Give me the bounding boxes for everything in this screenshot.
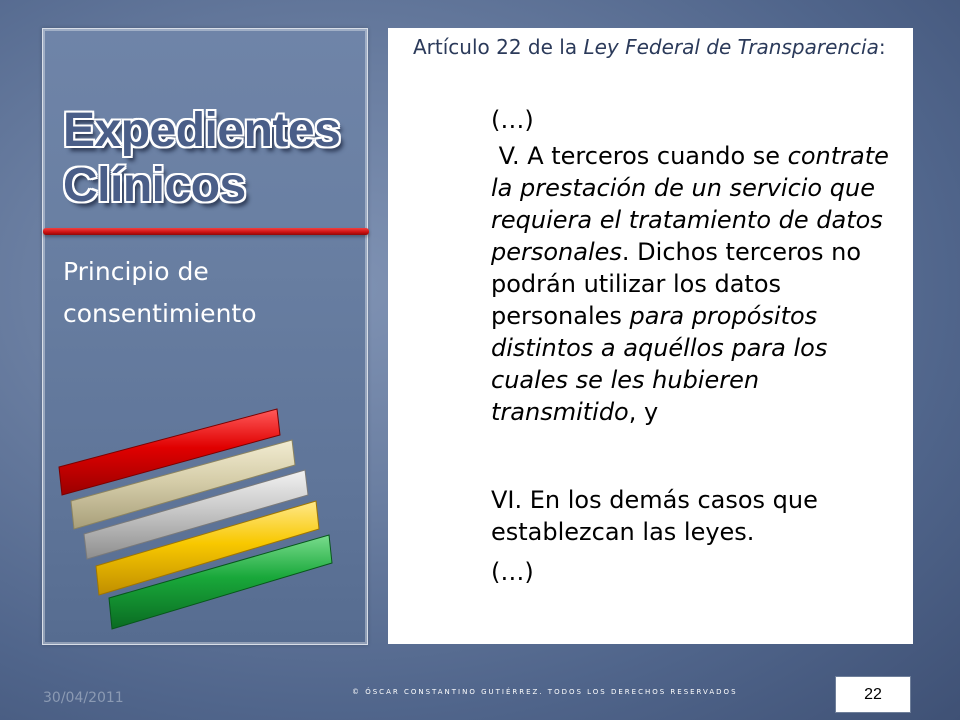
law-name: Ley Federal de Transparencia [583, 35, 879, 59]
clause-v-part-1: V. A terceros cuando se [491, 142, 788, 170]
slide-title-line-1: Expedientes [63, 104, 341, 157]
red-divider [43, 228, 369, 235]
slide-title-line-2: Clínicos [63, 159, 246, 212]
footer-date: 30/04/2011 [43, 690, 124, 706]
ellipsis-bottom: (…) [491, 558, 534, 586]
article-heading-suffix: : [878, 35, 886, 59]
slide-subtitle: Principio de consentimiento [63, 257, 257, 328]
clause-v-part-3: . Dichos terceros no podrán utilizar los datos personales [491, 238, 862, 330]
decorative-stripes-graphic [43, 369, 369, 639]
article-heading [413, 36, 893, 59]
clause-v-part-5: , y [628, 398, 659, 426]
title-panel [42, 28, 368, 645]
slide-title [63, 103, 340, 213]
article-heading-prefix: Artículo 22 de la [413, 35, 584, 59]
footer-copyright: © ÓSCAR CONSTANTINO GUTIÉRREZ. TODOS LOS DERECHOS RESERVADOS [352, 688, 738, 696]
clause-v-part-2: contrate la prestación de un servicio que requiera el tratamiento de datos personales [491, 142, 889, 266]
ellipsis-top: (…) [491, 106, 534, 134]
slide-number: 22 [835, 676, 911, 713]
clause-v [491, 140, 906, 428]
content-panel [388, 28, 913, 644]
clause-vi: VI. En los demás casos que establezcan las leyes. [491, 486, 818, 546]
clause-v-part-4: para propósitos distintos a aquéllos para los cuales se les hubieren transmitido [491, 302, 828, 426]
